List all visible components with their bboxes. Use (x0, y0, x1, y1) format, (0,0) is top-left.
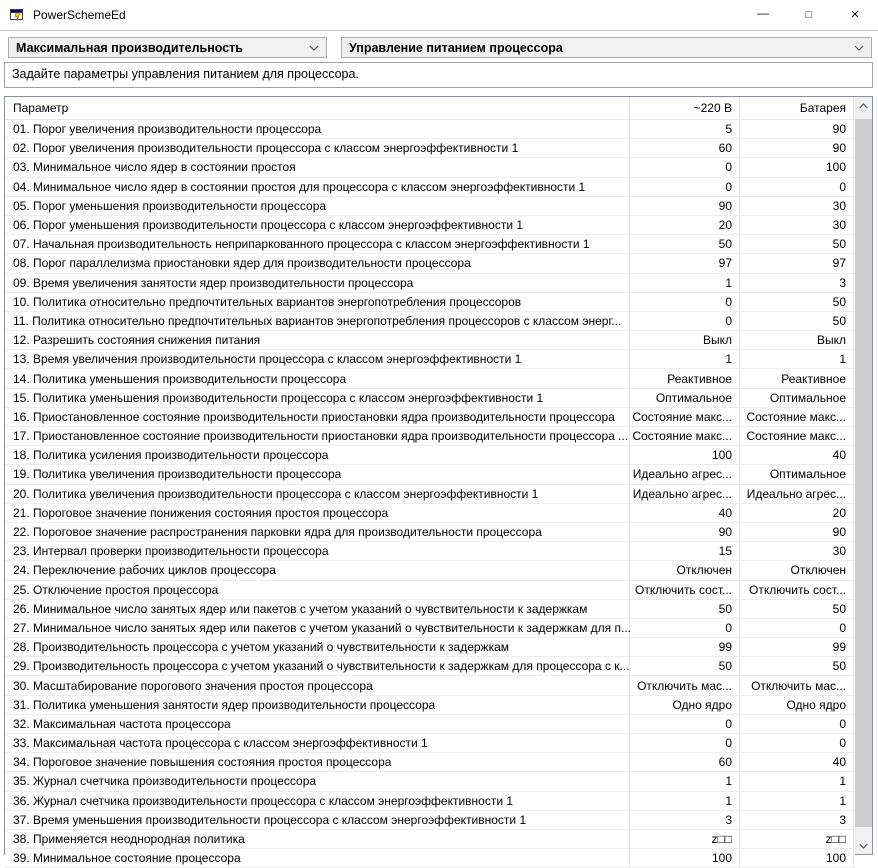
maximize-button[interactable] (786, 0, 832, 30)
subgroup-combobox[interactable] (341, 37, 872, 58)
table-row[interactable] (5, 139, 855, 158)
cell-battery-value: 50 (740, 657, 854, 675)
cell-parameter: 24. Переключение рабочих циклов процессора (5, 561, 630, 579)
vertical-scrollbar[interactable] (855, 97, 872, 854)
table-row[interactable] (5, 216, 855, 235)
table-row[interactable] (5, 676, 855, 695)
table-row[interactable] (5, 389, 855, 408)
cell-parameter: 06. Порог уменьшения производительности процессора с классом энергоэффективности 1 (5, 216, 630, 234)
cell-ac-value: 100 (630, 446, 740, 464)
cell-battery-value: Оптимальное (740, 389, 854, 407)
description-box (4, 62, 873, 88)
cell-ac-value: 1 (630, 772, 740, 790)
table-row[interactable] (5, 197, 855, 216)
table-row[interactable] (5, 542, 855, 561)
cell-parameter: 39. Минимальное состояние процессора (5, 849, 630, 867)
table-row[interactable] (5, 504, 855, 523)
table-row[interactable] (5, 293, 855, 312)
table-row[interactable] (5, 792, 855, 811)
cell-battery-value: Состояние макс... (740, 427, 854, 445)
cell-ac-value: 20 (630, 216, 740, 234)
cell-ac-value: Отключен (630, 561, 740, 579)
table-row[interactable] (5, 350, 855, 369)
cell-ac-value: 5 (630, 120, 740, 138)
table-row[interactable] (5, 657, 855, 676)
cell-ac-value: 50 (630, 657, 740, 675)
table-row[interactable] (5, 849, 855, 868)
cell-ac-value: 15 (630, 542, 740, 560)
cell-battery-value: 3 (740, 274, 854, 292)
cell-parameter: 20. Политика увеличения производительности процессора с классом энергоэффективности 1 (5, 485, 630, 503)
table-row[interactable] (5, 619, 855, 638)
cell-parameter: 17. Приостановленное состояние производительности приостановки ядра производительности процессора ... (5, 427, 630, 445)
cell-battery-value: Отключить сост... (740, 581, 854, 599)
cell-battery-value: 0 (740, 734, 854, 752)
cell-parameter: 27. Минимальное число занятых ядер или пакетов с учетом указаний о чувствительности к задержкам для п... (5, 619, 630, 637)
cell-battery-value: 30 (740, 216, 854, 234)
scroll-up-button[interactable] (855, 97, 872, 114)
cell-battery-value: 50 (740, 312, 854, 330)
table-row[interactable] (5, 581, 855, 600)
cell-battery-value: 0 (740, 619, 854, 637)
cell-parameter: 16. Приостановленное состояние производительности приостановки ядра производительности процессора (5, 408, 630, 426)
subgroup-combobox-value: Управление питанием процессора (349, 40, 563, 55)
cell-ac-value: Состояние макс... (630, 427, 740, 445)
table-row[interactable] (5, 408, 855, 427)
table-content (5, 97, 855, 866)
cell-ac-value: 40 (630, 504, 740, 522)
titlebar (0, 0, 878, 31)
cell-parameter: 22. Пороговое значение распространения парковки ядра для производительности процессора (5, 523, 630, 541)
cell-battery-value: 0 (740, 178, 854, 196)
cell-parameter: 32. Максимальная частота процессора (5, 715, 630, 733)
cell-ac-value: 0 (630, 312, 740, 330)
cell-battery-value: 100 (740, 849, 854, 867)
cell-ac-value: 50 (630, 600, 740, 618)
cell-battery-value: 90 (740, 120, 854, 138)
window-title: PowerSchemeEd (33, 8, 126, 22)
cell-ac-value: 1 (630, 350, 740, 368)
cell-parameter: 02. Порог увеличения производительности процессора с классом энергоэффективности 1 (5, 139, 630, 157)
cell-ac-value: 100 (630, 849, 740, 867)
table-row[interactable] (5, 638, 855, 657)
cell-parameter: 10. Политика относительно предпочтительных вариантов энергопотребления процессоров (5, 293, 630, 311)
table-row[interactable] (5, 523, 855, 542)
cell-parameter: 28. Производительность процессора с учетом указаний о чувствительности к задержкам (5, 638, 630, 656)
table-row[interactable] (5, 696, 855, 715)
cell-ac-value: Оптимальное (630, 389, 740, 407)
cell-parameter: 21. Пороговое значение понижения состояния простоя процессора (5, 504, 630, 522)
cell-parameter: 34. Пороговое значение повышения состояния простоя процессора (5, 753, 630, 771)
cell-parameter: 33. Максимальная частота процессора с классом энергоэффективности 1 (5, 734, 630, 752)
table-rows (5, 120, 855, 868)
cell-battery-value: 90 (740, 523, 854, 541)
chevron-down-icon (854, 45, 864, 52)
cell-ac-value: Состояние макс... (630, 408, 740, 426)
power-scheme-combobox-value: Максимальная производительность (16, 40, 243, 55)
cell-battery-value: 50 (740, 293, 854, 311)
cell-battery-value: Отключить мас... (740, 676, 854, 694)
cell-ac-value: 90 (630, 197, 740, 215)
cell-battery-value: Одно ядро (740, 696, 854, 714)
table-row[interactable] (5, 811, 855, 830)
cell-ac-value: 0 (630, 734, 740, 752)
power-scheme-combobox[interactable] (8, 37, 327, 58)
cell-ac-value: 97 (630, 254, 740, 272)
table-header (5, 97, 855, 120)
cell-battery-value: Выкл (740, 331, 854, 349)
cell-battery-value: 30 (740, 542, 854, 560)
cell-battery-value: 99 (740, 638, 854, 656)
table-row[interactable] (5, 235, 855, 254)
chevron-down-icon (309, 45, 319, 52)
column-header-battery[interactable]: Батарея (740, 97, 854, 119)
chevron-up-icon (859, 103, 868, 109)
table-row[interactable] (5, 465, 855, 484)
scroll-down-button[interactable] (855, 837, 872, 854)
cell-battery-value: 20 (740, 504, 854, 522)
column-header-ac[interactable]: ~220 В (630, 97, 740, 119)
table-row[interactable] (5, 446, 855, 465)
table-row[interactable] (5, 158, 855, 177)
cell-parameter: 18. Политика усиления производительности процессора (5, 446, 630, 464)
cell-battery-value: 50 (740, 600, 854, 618)
parameters-table (4, 96, 873, 866)
cell-battery-value: 30 (740, 197, 854, 215)
cell-parameter: 09. Время увеличения занятости ядер производительности процессора (5, 274, 630, 292)
cell-parameter: 08. Порог параллелизма приостановки ядер для производительности процессора (5, 254, 630, 272)
description-text: Задайте параметры управления питанием для процессора. (12, 67, 359, 81)
cell-parameter: 30. Масштабирование порогового значения простоя процессора (5, 676, 630, 694)
cell-ac-value: 90 (630, 523, 740, 541)
cell-parameter: 19. Политика увеличения производительности процессора (5, 465, 630, 483)
cell-parameter: 36. Журнал счетчика производительности процессора с классом энергоэффективности 1 (5, 792, 630, 810)
cell-ac-value: 50 (630, 235, 740, 253)
cell-parameter: 23. Интервал проверки производительности процессора (5, 542, 630, 560)
cell-ac-value: 60 (630, 753, 740, 771)
cell-battery-value: Оптимальное (740, 465, 854, 483)
cell-parameter: 07. Начальная производительность неприпаркованного процессора с классом энергоэффективности 1 (5, 235, 630, 253)
table-row[interactable] (5, 485, 855, 504)
table-row[interactable] (5, 178, 855, 197)
table-row[interactable] (5, 369, 855, 388)
close-button[interactable] (832, 0, 878, 30)
cell-battery-value: 97 (740, 254, 854, 272)
app-icon (9, 7, 25, 23)
cell-ac-value: Идеально агрес... (630, 465, 740, 483)
cell-ac-value: 0 (630, 715, 740, 733)
cell-ac-value: Выкл (630, 331, 740, 349)
close-icon: × (850, 6, 860, 23)
caption-buttons (740, 0, 878, 30)
cell-ac-value: 0 (630, 619, 740, 637)
cell-parameter: 26. Минимальное число занятых ядер или пакетов с учетом указаний о чувствительности к задержкам (5, 600, 630, 618)
column-header-param[interactable]: Параметр (5, 97, 630, 119)
maximize-icon: □ (805, 9, 813, 21)
cell-battery-value: 40 (740, 446, 854, 464)
scrollbar-thumb[interactable] (855, 119, 872, 827)
table-row[interactable] (5, 254, 855, 273)
table-row[interactable] (5, 427, 855, 446)
cell-battery-value: 3 (740, 811, 854, 829)
cell-parameter: 15. Политика уменьшения производительности процессора с классом энергоэффективности 1 (5, 389, 630, 407)
cell-battery-value: z□□ (740, 830, 854, 848)
table-row[interactable] (5, 331, 855, 350)
cell-parameter: 12. Разрешить состояния снижения питания (5, 331, 630, 349)
cell-parameter: 38. Применяется неоднородная политика (5, 830, 630, 848)
cell-ac-value: Отключить мас... (630, 676, 740, 694)
cell-parameter: 35. Журнал счетчика производительности процессора (5, 772, 630, 790)
cell-battery-value: 1 (740, 792, 854, 810)
table-row[interactable] (5, 772, 855, 791)
cell-battery-value: 100 (740, 158, 854, 176)
cell-battery-value: 50 (740, 235, 854, 253)
table-row[interactable] (5, 734, 855, 753)
cell-parameter: 11. Политика относительно предпочтительных вариантов энергопотребления процессоров с классом энерг... (5, 312, 630, 330)
cell-battery-value: 0 (740, 715, 854, 733)
cell-ac-value: 99 (630, 638, 740, 656)
cell-ac-value: 0 (630, 158, 740, 176)
table-row[interactable] (5, 753, 855, 772)
cell-parameter: 01. Порог увеличения производительности процессора (5, 120, 630, 138)
cell-ac-value: 3 (630, 811, 740, 829)
cell-parameter: 29. Производительность процессора с учетом указаний о чувствительности к задержкам для процессора с к... (5, 657, 630, 675)
table-row[interactable] (5, 715, 855, 734)
cell-ac-value: Отключить сост... (630, 581, 740, 599)
minimize-icon: — (757, 6, 769, 20)
cell-parameter: 14. Политика уменьшения производительности процессора (5, 369, 630, 387)
cell-ac-value: 0 (630, 178, 740, 196)
cell-ac-value: 1 (630, 792, 740, 810)
cell-parameter: 37. Время уменьшения производительности процессора с классом энергоэффективности 1 (5, 811, 630, 829)
cell-battery-value: Реактивное (740, 369, 854, 387)
cell-parameter: 13. Время увеличения производительности процессора с классом энергоэффективности 1 (5, 350, 630, 368)
cell-ac-value: z□□ (630, 830, 740, 848)
cell-parameter: 04. Минимальное число ядер в состоянии простоя для процессора с классом энергоэффективности 1 (5, 178, 630, 196)
table-row[interactable] (5, 312, 855, 331)
cell-battery-value: 1 (740, 350, 854, 368)
table-row[interactable] (5, 274, 855, 293)
table-row[interactable] (5, 830, 855, 849)
minimize-button[interactable] (740, 0, 786, 30)
cell-parameter: 31. Политика уменьшения занятости ядер производительности процессора (5, 696, 630, 714)
cell-battery-value: 1 (740, 772, 854, 790)
cell-battery-value: Состояние макс... (740, 408, 854, 426)
cell-battery-value: 40 (740, 753, 854, 771)
cell-ac-value: Одно ядро (630, 696, 740, 714)
cell-parameter: 03. Минимальное число ядер в состоянии простоя (5, 158, 630, 176)
table-row[interactable] (5, 600, 855, 619)
cell-battery-value: Отключен (740, 561, 854, 579)
cell-battery-value: Идеально агрес... (740, 485, 854, 503)
cell-ac-value: 0 (630, 293, 740, 311)
cell-parameter: 05. Порог уменьшения производительности процессора (5, 197, 630, 215)
cell-battery-value: 90 (740, 139, 854, 157)
cell-parameter: 25. Отключение простоя процессора (5, 581, 630, 599)
cell-ac-value: Идеально агрес... (630, 485, 740, 503)
table-row[interactable] (5, 120, 855, 139)
cell-ac-value: 1 (630, 274, 740, 292)
cell-ac-value: 60 (630, 139, 740, 157)
table-row[interactable] (5, 561, 855, 580)
chevron-down-icon (859, 843, 868, 849)
cell-ac-value: Реактивное (630, 369, 740, 387)
